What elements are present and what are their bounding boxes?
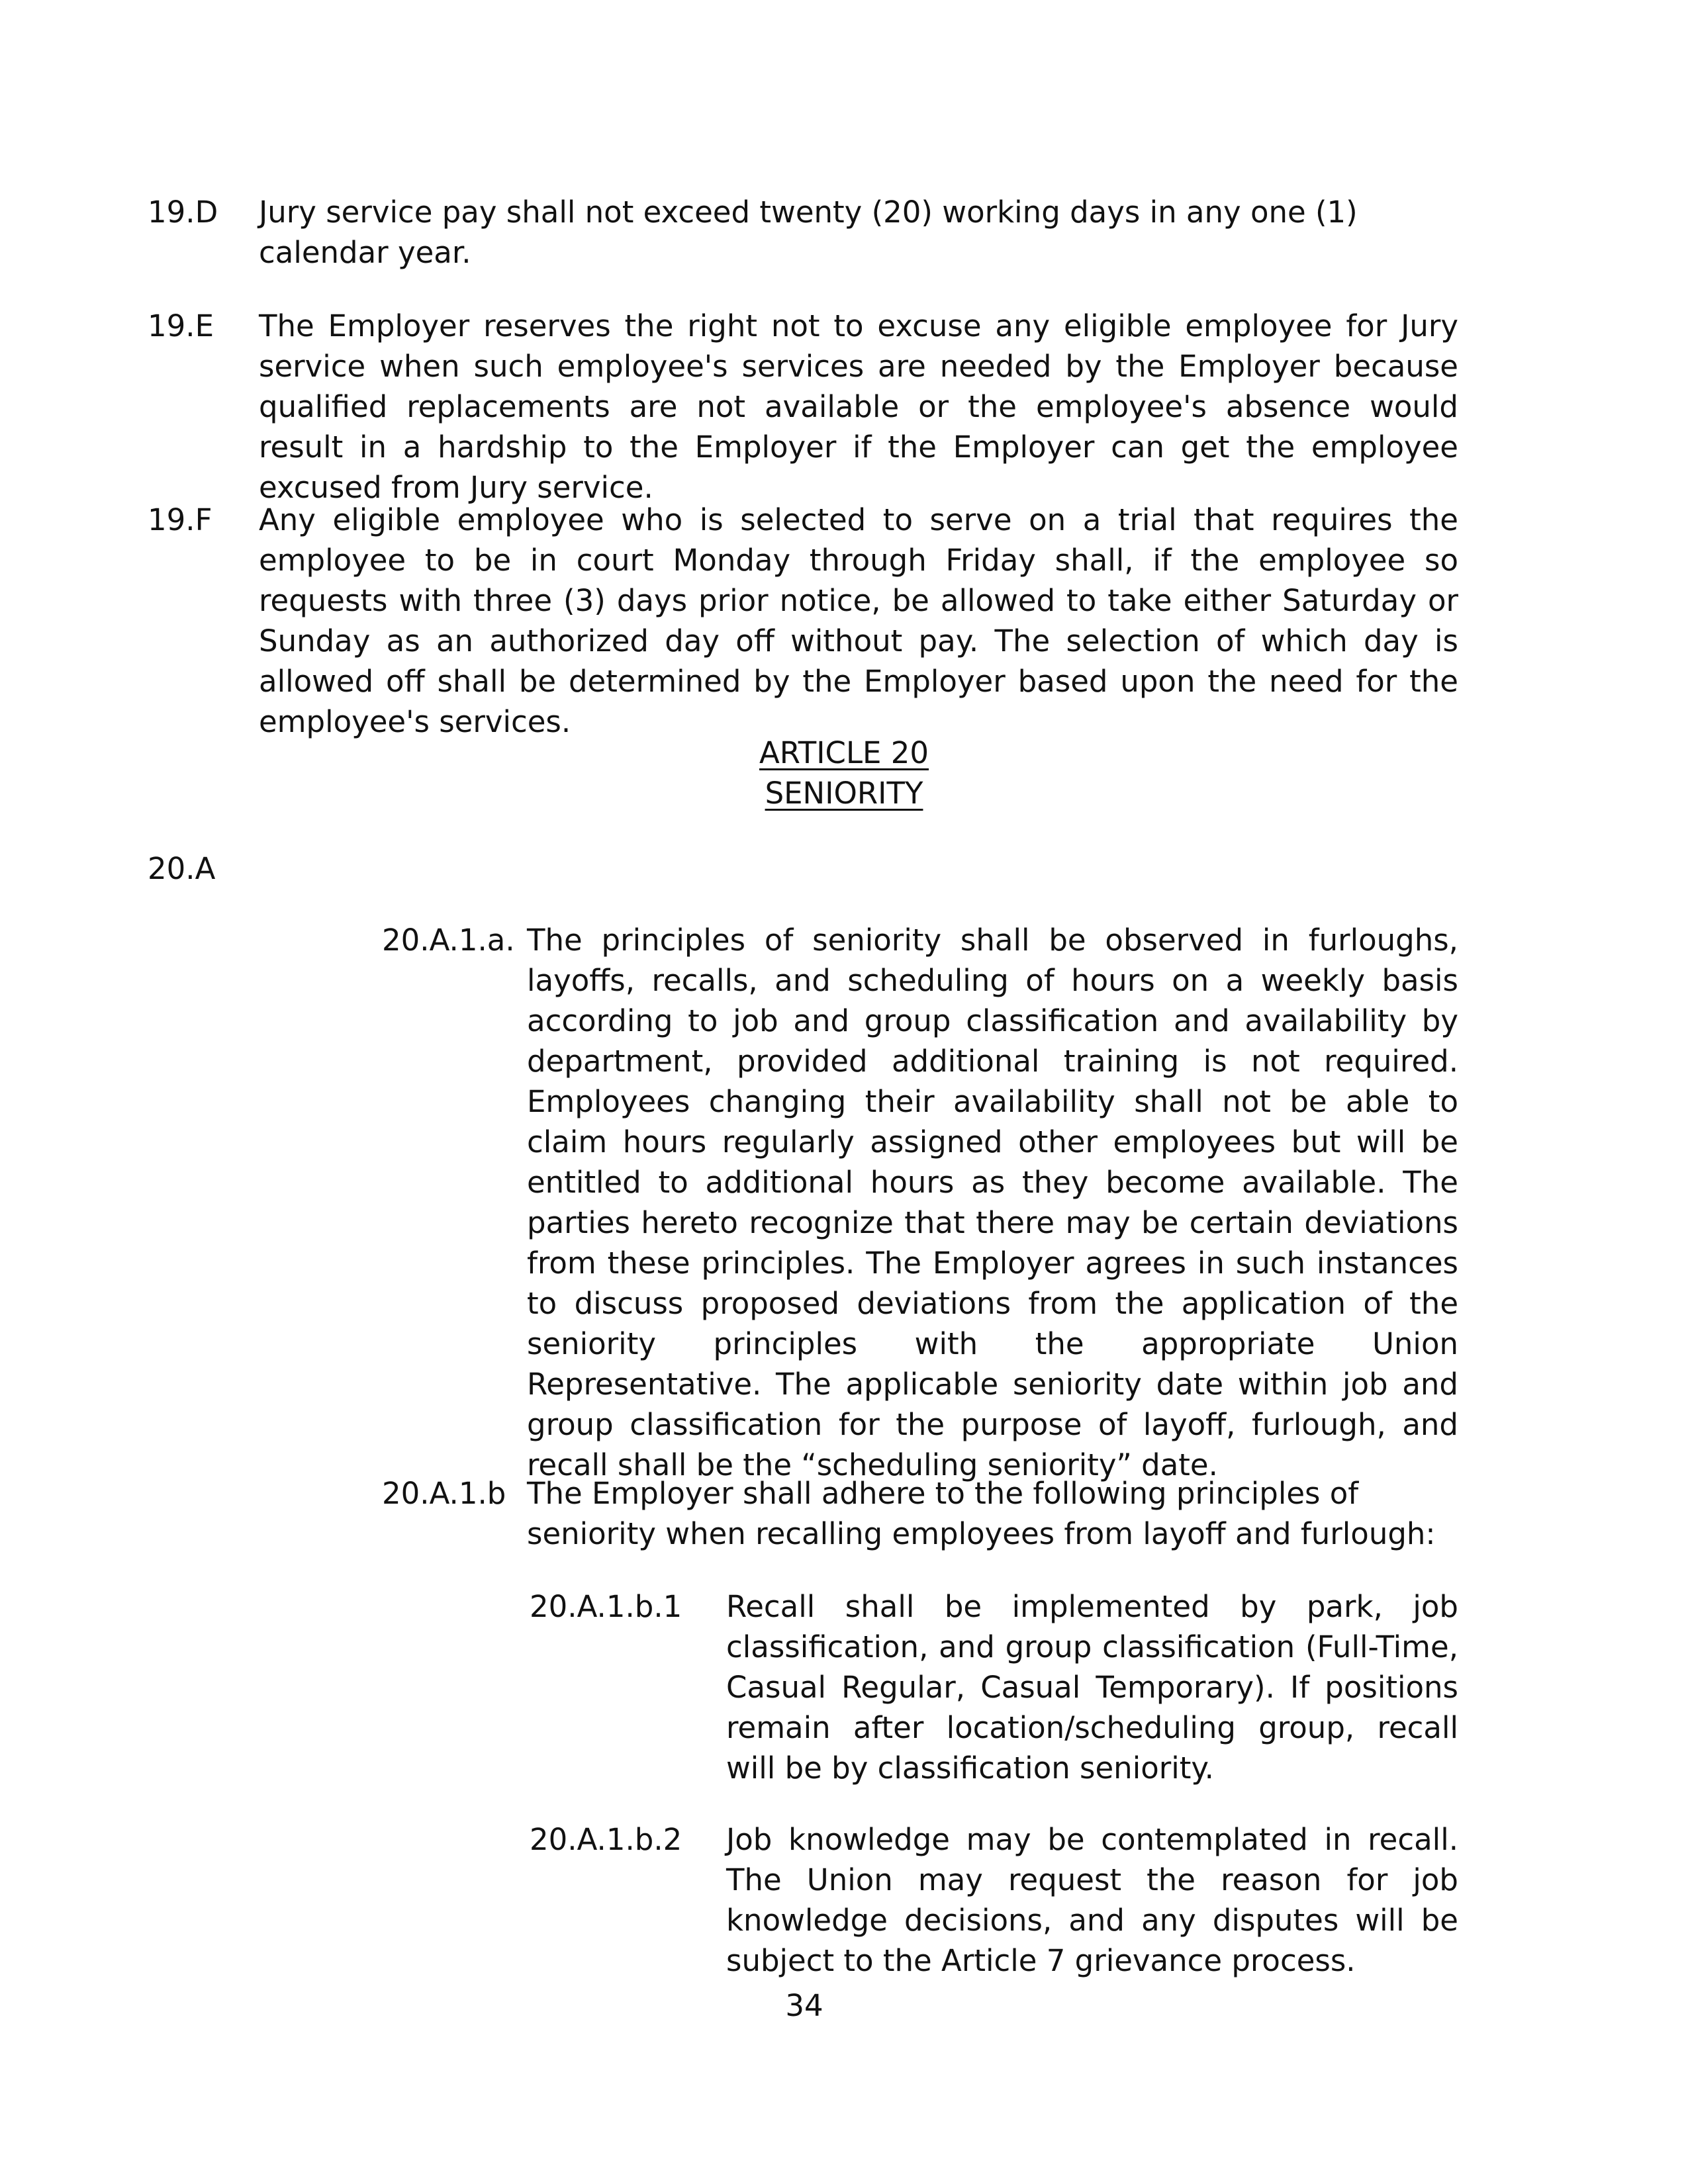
section-text: The Employer reserves the right not to excuse any eligible employee for Jury service when such employee's services are needed by the Employer because qualified replacements are not available or the employee's absence would result in a hardship to the Employer if the Employer can get the employee excused from Jury service. <box>259 308 1458 505</box>
section-text: The Employer shall adhere to the following principles of seniority when recalling employees from layoff and furlough: <box>527 1476 1436 1551</box>
section-number: 20.A <box>148 851 216 886</box>
page-number: 34 <box>785 1988 823 2023</box>
section-text: The principles of seniority shall be observed in furloughs, layoffs, recalls, and scheduling of hours on a weekly basis according to job and group classification and availability by department, provided additional training is not required. Employees changing their availability shall not be able to claim hours regularly assigned other employees but will be entitled to additional hours as they become available. The parties hereto recognize that there may be certain deviations from these principles. The Employer agrees in such instances to discuss proposed deviations from the application of the seniority principles with the appropriate Union Representative. The applicable seniority date within job and group classification for the purpose of layoff, furlough, and recall shall be the “scheduling seniority” date. <box>527 923 1458 1482</box>
section-text: Any eligible employee who is selected to serve on a trial that requires the employee to be in court Monday through Friday shall, if the employee so requests with three (3) days prior notice, be allowed to take either Saturday or Sunday as an authorized day off without pay. The selection of which day is allowed off shall be determined by the Employer based upon the need for the employee's services. <box>259 502 1458 739</box>
section-number: 19.E <box>148 308 214 343</box>
section-number: 20.A.1.b.1 <box>530 1589 682 1624</box>
section-text: Job knowledge may be contemplated in recall. The Union may request the reason for job knowledge decisions, and any disputes will be subject to the Article 7 grievance process. <box>726 1822 1458 1978</box>
section-text: Recall shall be implemented by park, job classification, and group classification (Full-Time, Casual Regular, Casual Temporary). If positions remain after location/scheduling group, recall will be by classification seniority. <box>726 1589 1458 1786</box>
section-number: 20.A.1.b <box>382 1476 506 1511</box>
section-number: 19.D <box>148 195 218 230</box>
article-subtitle: SENIORITY <box>765 776 923 811</box>
section-number: 20.A.1.b.2 <box>530 1822 682 1857</box>
article-title: ARTICLE 20 <box>759 735 929 770</box>
section-text: Jury service pay shall not exceed twenty (20) working days in any one (1) calendar year. <box>259 195 1358 270</box>
section-number: 20.A.1.a. <box>382 923 515 958</box>
section-number: 19.F <box>148 502 212 537</box>
